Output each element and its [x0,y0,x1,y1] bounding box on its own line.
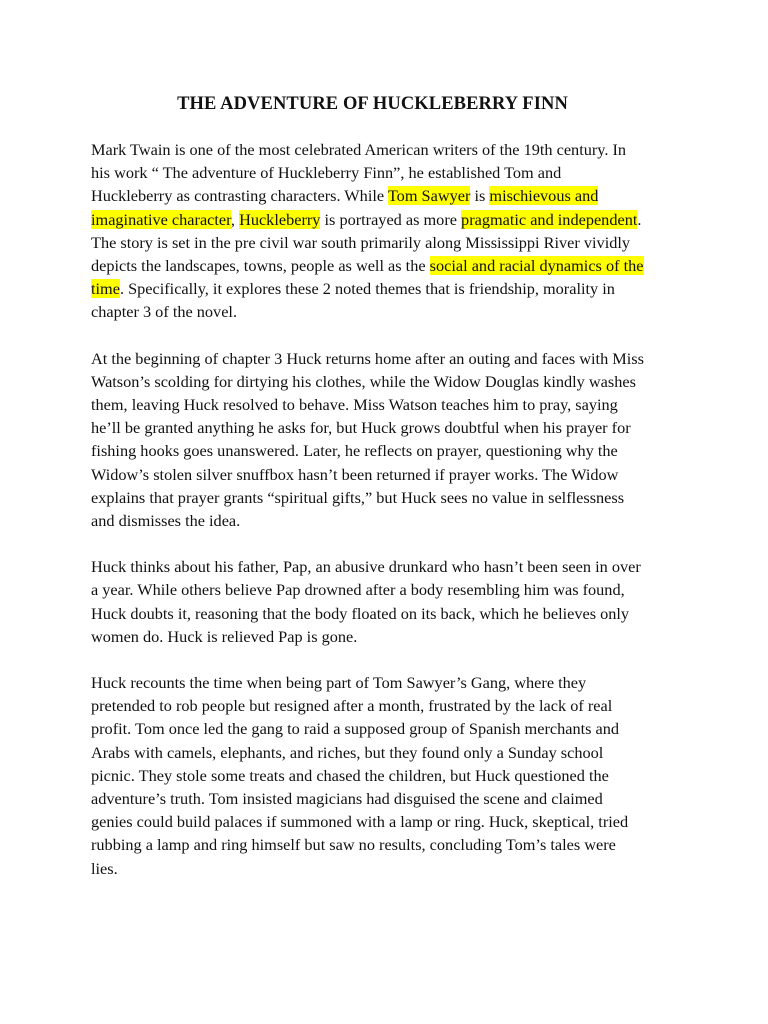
highlight-mischievous: mischievous and imaginative character [91,186,599,229]
text-run: is portrayed as more [320,209,462,229]
text-run: . Specifically, it explores these 2 noted themes that is friendship, morality in chapter 3 of the novel. [91,279,615,322]
paragraph-intro [91,138,644,324]
highlight-tom-sawyer: Tom Sawyer [387,186,471,206]
paragraph-tom-sawyer-gang: Huck recounts the time when being part of Tom Sawyer’s Gang, where they pretended to rob people but resigned after a month, frustrated by the lack of real profit. Tom once led the gang to raid a supposed group of Spanish merchants and Arabs with camels, elephants, and riches, but they found only a Sunday school picnic. They stole some treats and chased the children, but Huck questioned the adventure’s truth. Tom insisted magicians had disguised the scene and claimed genies could build palaces if summoned with a lamp or ring. Huck, skeptical, tried rubbing a lamp and ring himself but saw no results, concluding Tom’s tales were lies. [91,673,629,878]
text-run: is [470,186,490,206]
document-title: THE ADVENTURE OF HUCKLEBERRY FINN [177,94,568,114]
highlight-social-racial: social and racial dynamics of the time [91,256,644,299]
text-run: , [230,209,240,229]
text-run: Mark Twain is one of the most celebrated American writers of the 19th century. In his work “ The adventure of Huckleberry Finn”, he established Tom and Huckleberry as contrasting characters. While [91,140,627,206]
paragraph-chapter-3-beginning: At the beginning of chapter 3 Huck returns home after an outing and faces with Miss Watson’s scolding for dirtying his clothes, while the Widow Douglas kindly washes them, leaving Huck resolved to behave. Miss Watson teaches him to pray, saying he’ll be granted anything he asks for, but Huck grows doubtful when his prayer for fishing hooks goes unanswered. Later, he reflects on prayer, questioning why the Widow’s stolen silver snuffbox hasn’t been returned if prayer works. The Widow explains that prayer grants “spiritual gifts,” but Huck sees no value in selflessness and dismisses the idea. [91,348,644,531]
highlight-pragmatic: pragmatic and independent [461,209,638,229]
paragraph-pap: Huck thinks about his father, Pap, an abusive drunkard who hasn’t been seen in over a year. While others believe Pap drowned after a body resembling him was found, Huck doubts it, reasoning that the body floated on its back, which he believes only women do. Huck is relieved Pap is gone. [91,557,641,646]
highlight-huckleberry: Huckleberry [239,209,321,229]
text-run: . The story is set in the pre civil war south primarily along Mississippi River vividly depicts the landscapes, towns, people as well as the [91,209,642,276]
